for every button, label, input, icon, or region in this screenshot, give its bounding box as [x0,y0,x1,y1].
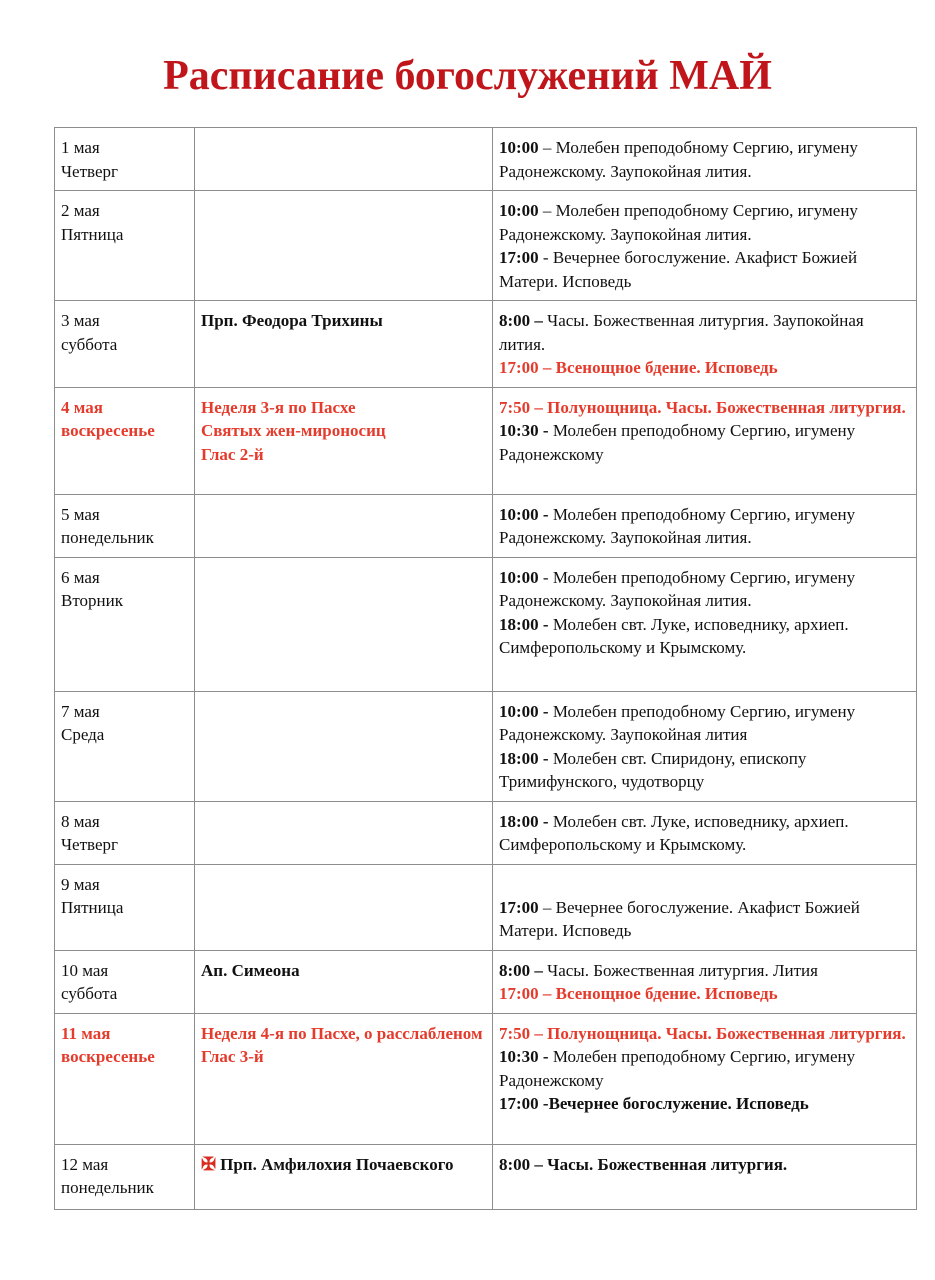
date-cell [55,691,195,801]
services-cell [493,494,917,557]
feast-line: Неделя 4-я по Пасхе, о расслабленом [201,1023,483,1043]
table-row [55,191,917,301]
table-row [55,691,917,801]
service-time: 10:00 - [499,701,549,721]
date-cell [55,950,195,1013]
feast-cell [195,801,493,864]
date: 9 мая [61,874,100,894]
date-cell [55,1013,195,1144]
page-title: Расписание богослужений МАЙ [163,53,772,99]
table-row [55,301,917,388]
feast-cell: Ап. Симеона [195,950,493,1013]
feast-cell [195,494,493,557]
date: 11 мая [61,1023,111,1043]
service-time: 17:00 - [499,1094,549,1113]
weekday: Пятница [61,898,124,917]
service-text: 8:00 – Часы. Божественная литургия. [499,1154,788,1174]
service-highlight: 17:00 – Всенощное бдение. Исповедь [499,358,778,377]
date: 7 мая [61,701,100,721]
date-cell [55,557,195,691]
date: 10 мая [61,960,109,980]
services-cell [493,801,917,864]
service-text: Часы. Божественная литургия. Лития [542,960,818,980]
table-row [55,128,917,191]
feast-line: Глас 2-й [201,444,264,464]
service-text: – Молебен преподобному Сергию, игумену Радонежскому. Заупокойная лития. [499,201,858,244]
service-time: 10:00 [499,138,539,157]
weekday: Четверг [61,835,118,854]
services-cell [493,691,917,801]
service-text: - Молебен преподобному Сергию, игумену Радонежскому. Заупокойная лития. [499,567,856,610]
date: 6 мая [61,567,100,587]
table-row [55,801,917,864]
service-time: 10:30 - [499,421,549,440]
date-cell [55,801,195,864]
table-row [55,494,917,557]
service-time: 17:00 [499,248,539,267]
service-time: 10:00 [499,567,539,587]
weekday: Пятница [61,224,124,244]
date-cell [55,864,195,950]
red-cross-icon: ✠ [201,1153,217,1174]
date-cell [55,387,195,494]
service-time: 10:30 - [499,1047,549,1066]
feast-cell [195,191,493,301]
date-cell [55,301,195,388]
table-row [55,864,917,950]
feast-line: Глас 3-й [201,1047,264,1066]
feast-cell [195,1144,493,1209]
table-row [55,950,917,1013]
service-time: 8:00 – [499,311,543,330]
services-cell [493,950,917,1013]
service-text: – Вечернее богослужение. Акафист Божией Матери. Исповедь [499,897,860,940]
service-text: Молебен свт. Луке, исповеднику, архиеп. Симферопольскому и Крымскому. [499,811,849,854]
service-time: 8:00 – [499,960,543,980]
feast-cell [195,864,493,950]
service-text: – Молебен преподобному Сергию, игумену Радонежскому. Заупокойная лития. [499,138,858,181]
services-cell [493,557,917,691]
services-cell [493,301,917,388]
service-text: Молебен свт. Луке, исповеднику, архиеп. Симферопольскому и Крымскому. [499,614,849,657]
service-text: Часы. Божественная литургия. Заупокойная лития. [499,311,864,354]
service-highlight: 17:00 – Всенощное бдение. Исповедь [499,984,778,1003]
date-cell [55,191,195,301]
feast-cell [195,557,493,691]
services-cell [493,1144,917,1209]
services-cell [493,1013,917,1144]
weekday: Вторник [61,591,123,610]
service-time: 17:00 [499,897,539,917]
service-highlight: 7:50 – Полунощница. Часы. Божественная литургия. [499,397,906,417]
date: 4 мая [61,397,103,417]
weekday: понедельник [61,528,154,547]
feast-line: Святых жен-мироносиц [201,421,386,440]
weekday: понедельник [61,1178,154,1197]
services-cell [493,191,917,301]
service-text: Молебен преподобному Сергию, игумену Радонежскому [499,1047,856,1090]
table-row [55,1144,917,1209]
feast-line: Неделя 3-я по Пасхе [201,397,356,417]
weekday: Четверг [61,161,118,181]
service-text: Молебен преподобному Сергию, игумену Радонежскому. Заупокойная лития [499,701,856,744]
service-time: 10:00 - [499,504,549,524]
feast-cell: Прп. Феодора Трихины [195,301,493,388]
weekday: воскресенье [61,421,155,440]
date-cell [55,128,195,191]
service-text: Молебен свт. Спиридону, епископу Тримифунского, чудотворцу [499,748,807,791]
date-cell [55,1144,195,1209]
service-text: Молебен преподобному Сергию, игумену Радонежскому [499,421,856,464]
table-row [55,387,917,494]
feast-cell [195,387,493,494]
date: 5 мая [61,504,100,524]
service-time: 10:00 [499,201,539,220]
feast-text: Прп. Амфилохия Почаевского [220,1154,454,1174]
feast-cell [195,1013,493,1144]
date: 8 мая [61,811,100,831]
date: 12 мая [61,1154,109,1174]
weekday: суббота [61,334,118,354]
weekday: Среда [61,725,105,744]
date: 2 мая [61,201,100,220]
service-text: Вечернее богослужение. Исповедь [548,1094,809,1113]
weekday: воскресенье [61,1047,155,1066]
feast-cell [195,691,493,801]
schedule-table [54,127,917,1210]
service-time: 18:00 - [499,811,549,831]
date: 1 мая [61,138,100,157]
service-text: - Вечернее богослужение. Акафист Божией Матери. Исповедь [499,248,858,291]
service-time: 18:00 - [499,614,549,634]
feast-cell [195,128,493,191]
table-row [55,1013,917,1144]
service-time: 18:00 - [499,748,549,768]
date-cell [55,494,195,557]
table-row [55,557,917,691]
service-text: Молебен преподобному Сергию, игумену Радонежскому. Заупокойная лития. [499,504,856,547]
date: 3 мая [61,311,100,330]
service-highlight: 7:50 – Полунощница. Часы. Божественная литургия. [499,1023,906,1043]
services-cell [493,128,917,191]
services-cell [493,387,917,494]
weekday: суббота [61,984,118,1003]
services-cell [493,864,917,950]
